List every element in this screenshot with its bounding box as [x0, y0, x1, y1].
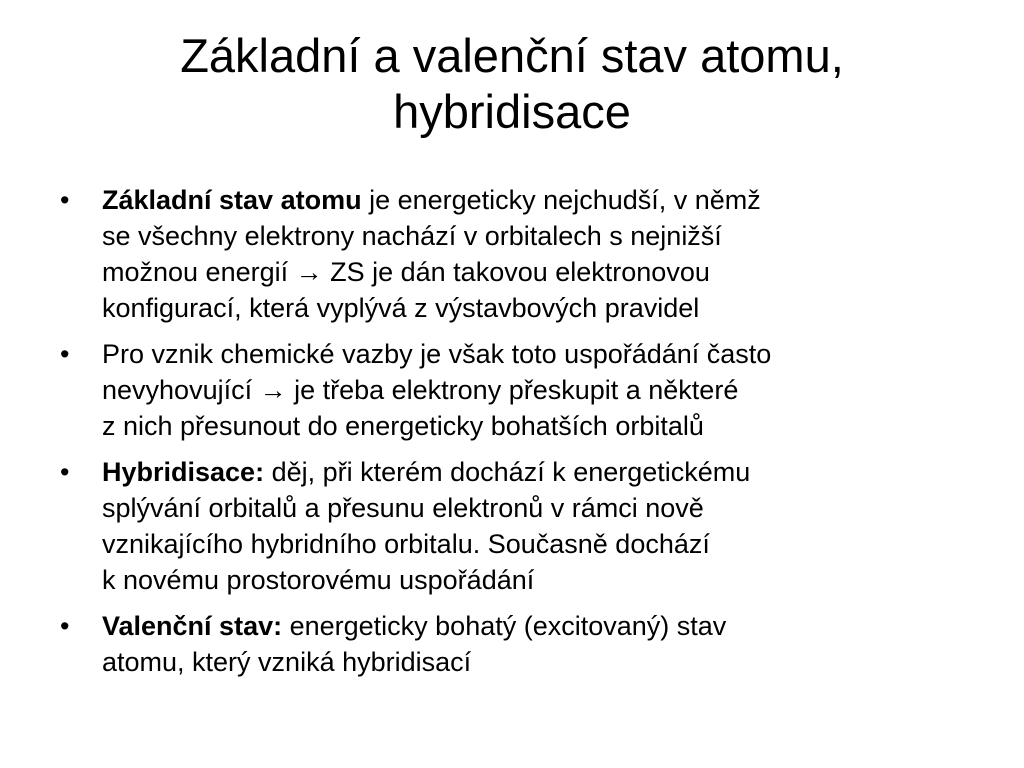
bullet-text-line: se všechny elektrony nachází v orbitalech s nejnižší [102, 221, 722, 251]
bullet-text-line: nevyhovující → je třeba elektrony přeskupit a některé [102, 375, 739, 405]
bullet-item [58, 608, 958, 680]
bullet-text-line: z nich přesunout do energeticky bohatších orbitalů [102, 411, 704, 441]
bullet-item [58, 182, 958, 326]
bullet-marker: • [60, 185, 70, 215]
bullet-marker: • [60, 339, 70, 369]
bullet-item [58, 336, 958, 444]
bullet-text-line: k novému prostorovému uspořádání [102, 565, 535, 595]
slide-title-line-2: hybridisace [393, 85, 631, 138]
bullet-item [58, 454, 958, 598]
slide-title-line-1: Základní a valenční stav atomu, [180, 29, 844, 82]
bullet-term: Valenční stav: [102, 611, 283, 641]
bullet-text-line: splývání orbitalů a přesunu elektronů v rámci nově [102, 493, 704, 523]
bullet-marker: • [60, 611, 70, 641]
bullet-list [58, 182, 958, 690]
slide-title [60, 28, 964, 140]
bullet-marker: • [60, 457, 70, 487]
bullet-text-line: energeticky bohatý (excitovaný) stav [282, 611, 727, 641]
bullet-text-line: atomu, který vzniká hybridisací [102, 647, 472, 677]
bullet-text-line: možnou energií → ZS je dán takovou elektronovou [102, 257, 710, 287]
bullet-term: Základní stav atomu [102, 185, 362, 215]
bullet-term: Hybridisace: [102, 457, 265, 487]
bullet-text-line: vznikajícího hybridního orbitalu. Současně dochází [102, 529, 710, 559]
bullet-text-line: konfigurací, která vyplývá z výstavbových pravidel [102, 293, 700, 323]
bullet-text-line: Pro vznik chemické vazby je však toto uspořádání často [102, 339, 772, 369]
bullet-text-line: je energeticky nejchudší, v němž [361, 185, 761, 215]
bullet-text-line: děj, při kterém dochází k energetickému [264, 457, 751, 487]
